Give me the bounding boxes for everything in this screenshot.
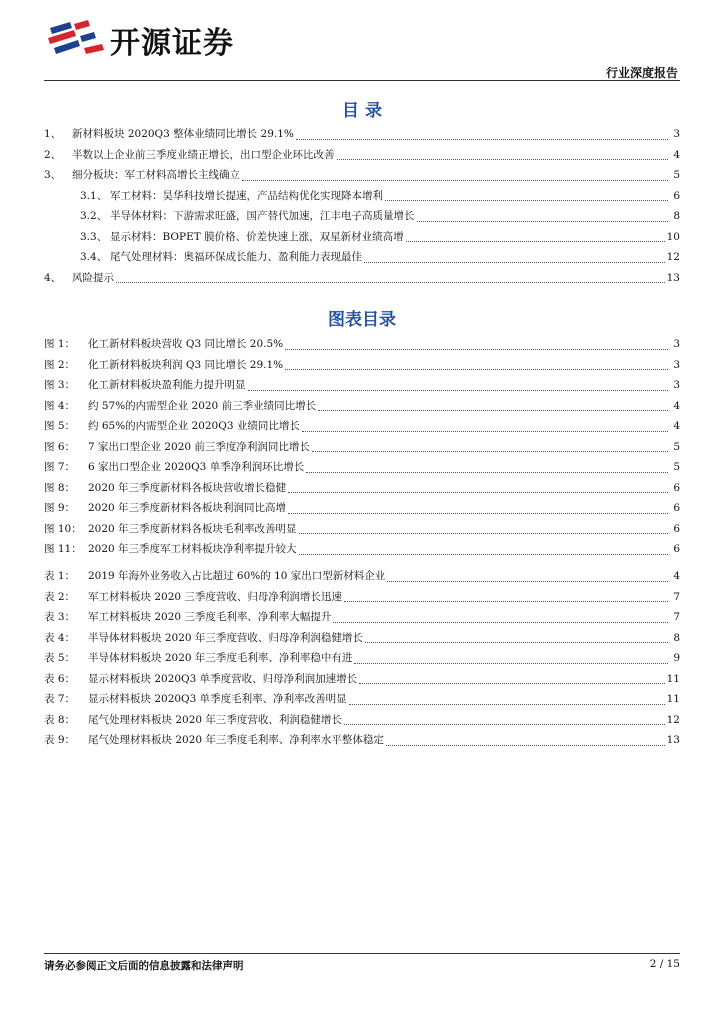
dot-leader — [288, 513, 668, 514]
entry-number: 图 5： — [44, 420, 76, 432]
toc-entry[interactable] — [44, 126, 680, 147]
entry-title: 化工新材料板块营收 Q3 同比增长 20.5% — [88, 338, 284, 350]
entry-number: 1、 — [44, 128, 62, 140]
table-list — [44, 568, 680, 753]
entry-number: 3.1、 — [80, 189, 108, 202]
entry-page: 6 — [673, 522, 680, 535]
entry-title: 新材料板块 2020Q3 整体业绩同比增长 29.1% — [72, 128, 294, 140]
dot-leader — [242, 180, 668, 181]
figure-entry[interactable] — [44, 357, 680, 378]
figure-entry[interactable] — [44, 500, 680, 521]
entry-number: 图 3： — [44, 379, 76, 391]
figure-list-title: 图表目录 — [328, 310, 396, 330]
entry-number: 表 3： — [44, 611, 76, 623]
entry-number: 表 9： — [44, 734, 76, 746]
toc-entry[interactable] — [44, 229, 680, 250]
dot-leader — [299, 554, 668, 555]
entry-title: 半数以上企业前三季度业绩正增长，出口型企业环比改善 — [72, 148, 335, 161]
entry-number: 图 7： — [44, 461, 76, 473]
dot-leader — [387, 581, 668, 582]
dot-leader — [312, 451, 668, 452]
entry-page: 4 — [673, 570, 680, 582]
entry-page: 3 — [673, 379, 680, 391]
entry-title: 显示材料板块 2020Q3 单季度营收、归母净利润加速增长 — [88, 672, 358, 685]
dot-leader — [364, 262, 665, 263]
table-entry[interactable] — [44, 732, 680, 753]
entry-title: 7 家出口型企业 2020 前三季度净利润同比增长 — [88, 440, 310, 453]
figure-list — [44, 336, 680, 562]
entry-title: 军工材料板块 2020 三季度营收、归母净利润增长迅速 — [88, 590, 342, 603]
entry-page: 3 — [673, 358, 680, 371]
table-entry[interactable] — [44, 712, 680, 733]
entry-page: 8 — [673, 631, 680, 644]
figure-entry[interactable] — [44, 459, 680, 480]
entry-number: 3.3、 — [80, 230, 108, 243]
dot-leader — [344, 724, 665, 725]
dot-leader — [337, 159, 669, 160]
toc-entry[interactable] — [44, 147, 680, 168]
entry-title: 风险提示 — [72, 271, 114, 284]
entry-number: 图 9： — [44, 502, 76, 514]
dot-leader — [285, 349, 668, 350]
dot-leader — [306, 472, 668, 473]
company-logo — [44, 18, 234, 62]
dot-leader — [385, 200, 668, 201]
figure-entry[interactable] — [44, 398, 680, 419]
dot-leader — [406, 241, 665, 242]
entry-number: 图 4： — [44, 399, 76, 412]
entry-number: 3、 — [44, 169, 62, 181]
dot-leader — [302, 431, 668, 432]
entry-page: 6 — [673, 481, 680, 494]
entry-page: 11 — [666, 693, 680, 705]
dot-leader — [318, 410, 668, 411]
dot-leader — [349, 704, 665, 705]
entry-page: 11 — [666, 672, 680, 685]
dot-leader — [299, 533, 668, 534]
entry-title: 化工新材料板块盈利能力提升明显 — [88, 379, 246, 391]
entry-title: 6 家出口型企业 2020Q3 单季净利润环比增长 — [88, 461, 305, 473]
table-entry[interactable] — [44, 691, 680, 712]
entry-page: 7 — [673, 611, 680, 623]
figure-entry[interactable] — [44, 418, 680, 439]
toc-entry[interactable] — [44, 188, 680, 209]
header-divider — [44, 80, 680, 81]
entry-title: 尾气处理材料：奥福环保成长能力、盈利能力表现最佳 — [110, 251, 362, 263]
entry-page: 5 — [673, 169, 680, 181]
entry-number: 表 8： — [44, 713, 76, 726]
entry-title: 2019 年海外业务收入占比超过 60%的 10 家出口型新材料企业 — [88, 570, 386, 582]
dot-leader — [365, 642, 668, 643]
entry-page: 12 — [666, 713, 680, 726]
figure-entry[interactable] — [44, 336, 680, 357]
entry-page: 12 — [666, 251, 680, 263]
entry-title: 半导体材料：下游需求旺盛，国产替代加速，江丰电子高质量增长 — [110, 210, 415, 222]
dot-leader — [359, 683, 664, 684]
dot-leader — [417, 221, 669, 222]
table-entry[interactable] — [44, 630, 680, 651]
entry-title: 显示材料板块 2020Q3 单季度毛利率、净利率改善明显 — [88, 693, 347, 705]
entry-title: 化工新材料板块利润 Q3 同比增长 29.1% — [88, 358, 284, 371]
table-entry[interactable] — [44, 650, 680, 671]
toc-entry[interactable] — [44, 167, 680, 188]
entry-title: 尾气处理材料板块 2020 年三季度营收、利润稳健增长 — [88, 713, 342, 726]
logo-text: 开源证券 — [110, 26, 234, 61]
entry-number: 表 7： — [44, 693, 76, 705]
entry-title: 半导体材料板块 2020 年三季度毛利率、净利率稳中有进 — [88, 652, 353, 664]
entry-number: 图 1： — [44, 338, 76, 350]
dot-leader — [116, 282, 665, 283]
kaiyuan-logo-icon — [44, 18, 106, 62]
dot-leader — [285, 369, 668, 370]
dot-leader — [344, 601, 668, 602]
entry-number: 3.4、 — [80, 251, 108, 263]
footer-disclaimer: 请务必参阅正文后面的信息披露和法律声明 — [44, 960, 244, 972]
dot-leader — [288, 492, 668, 493]
toc-title: 目 录 — [342, 101, 382, 121]
footer-divider — [44, 953, 680, 954]
entry-page: 8 — [673, 210, 680, 222]
dot-leader — [296, 139, 668, 140]
figure-entry[interactable] — [44, 521, 680, 542]
entry-number: 表 5： — [44, 652, 76, 664]
toc-entry[interactable] — [44, 249, 680, 270]
entry-page: 6 — [673, 543, 680, 555]
entry-number: 表 6： — [44, 672, 76, 685]
entry-number: 2、 — [44, 148, 62, 161]
entry-number: 图 2： — [44, 358, 76, 371]
entry-title: 2020 年三季度新材料各板块利润同比高增 — [88, 502, 287, 514]
entry-title: 半导体材料板块 2020 年三季度营收、归母净利润稳健增长 — [88, 631, 363, 644]
entry-page: 3 — [673, 338, 680, 350]
entry-page: 13 — [666, 734, 680, 746]
entry-number: 3.2、 — [80, 210, 108, 222]
entry-page: 10 — [666, 230, 680, 243]
figure-entry[interactable] — [44, 377, 680, 398]
entry-page: 5 — [673, 440, 680, 453]
dot-leader — [333, 622, 668, 623]
entry-title: 尾气处理材料板块 2020 年三季度毛利率、净利率水平整体稳定 — [88, 734, 384, 746]
toc-entry[interactable] — [44, 208, 680, 229]
entry-title: 军工材料：昊华科技增长提速，产品结构优化实现降本增利 — [110, 189, 383, 202]
table-entry[interactable] — [44, 609, 680, 630]
entry-number: 4、 — [44, 271, 62, 284]
entry-title: 显示材料：BOPET 膜价格、价差快速上涨，双星新材业绩高增 — [110, 230, 404, 243]
entry-page: 3 — [673, 128, 680, 140]
toc-entry[interactable] — [44, 270, 680, 291]
dot-leader — [248, 390, 669, 391]
entry-title: 2020 年三季度新材料各板块毛利率改善明显 — [88, 522, 297, 535]
entry-number: 图 6： — [44, 440, 76, 453]
entry-number: 表 2： — [44, 590, 76, 603]
entry-page: 7 — [673, 590, 680, 603]
entry-number: 表 1： — [44, 570, 76, 582]
entry-title: 细分板块：军工材料高增长主线确立 — [72, 169, 240, 181]
entry-page: 4 — [673, 148, 680, 161]
table-entry[interactable] — [44, 671, 680, 692]
toc-list — [44, 126, 680, 290]
entry-number: 图 11： — [44, 543, 82, 555]
page-number: 2 / 15 — [649, 958, 680, 970]
dot-leader — [386, 745, 665, 746]
entry-title: 2020 年三季度新材料各板块营收增长稳健 — [88, 481, 287, 494]
table-entry[interactable] — [44, 568, 680, 589]
entry-title: 2020 年三季度军工材料板块净利率提升较大 — [88, 543, 297, 555]
entry-number: 图 10： — [44, 522, 82, 535]
entry-page: 4 — [673, 420, 680, 432]
entry-number: 图 8： — [44, 481, 76, 494]
entry-page: 9 — [673, 652, 680, 664]
entry-number: 表 4： — [44, 631, 76, 644]
entry-page: 6 — [673, 502, 680, 514]
entry-page: 5 — [673, 461, 680, 473]
figure-entry[interactable] — [44, 541, 680, 562]
entry-page: 4 — [673, 399, 680, 412]
entry-page: 6 — [673, 189, 680, 202]
report-type-label: 行业深度报告 — [605, 66, 678, 80]
figure-entry[interactable] — [44, 480, 680, 501]
figure-entry[interactable] — [44, 439, 680, 460]
entry-title: 约 57%的内需型企业 2020 前三季业绩同比增长 — [88, 399, 317, 412]
dot-leader — [354, 663, 668, 664]
entry-title: 军工材料板块 2020 三季度毛利率、净利率大幅提升 — [88, 611, 332, 623]
entry-page: 13 — [666, 271, 680, 284]
table-entry[interactable] — [44, 589, 680, 610]
entry-title: 约 65%的内需型企业 2020Q3 业绩同比增长 — [88, 420, 300, 432]
